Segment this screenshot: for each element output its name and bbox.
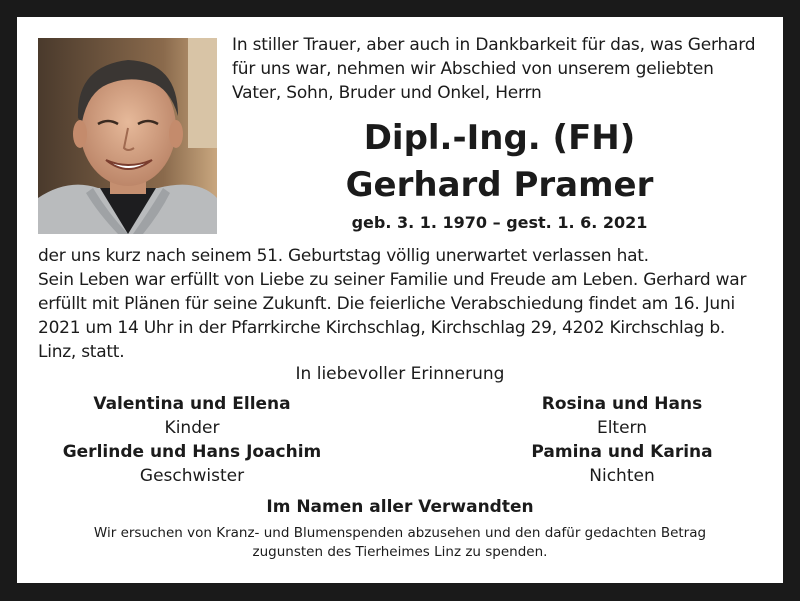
- relatives-line: Im Namen aller Verwandten: [266, 497, 534, 517]
- body-line: der uns kurz nach seinem 51. Geburtstag völlig unerwartet verlassen hat.: [38, 246, 649, 266]
- body-line: 2021 um 14 Uhr in der Pfarrkirche Kirchschlag, Kirchschlag 29, 4202 Kirchschlag b.: [38, 318, 726, 338]
- mourners-right: [457, 392, 787, 488]
- intro-text: [232, 33, 767, 105]
- obituary-card: [17, 17, 783, 583]
- mourner-role: Geschwister: [139, 466, 245, 486]
- mourners-left: [27, 392, 357, 488]
- mourner-role: Kinder: [164, 418, 220, 438]
- portrait-image: [38, 38, 217, 234]
- intro-line: Vater, Sohn, Bruder und Onkel, Herrn: [232, 83, 542, 103]
- mourner-name: Valentina und Ellena: [93, 394, 291, 414]
- academic-title: Dipl.-Ing. (FH): [363, 118, 636, 158]
- mourner-role: Nichten: [589, 466, 655, 486]
- footer-line: zugunsten des Tierheimes Linz zu spenden.: [252, 544, 548, 560]
- mourner-role: Eltern: [596, 418, 648, 438]
- footer-line: Wir ersuchen von Kranz- und Blumenspenden abzusehen und den dafür gedachten Betrag: [93, 525, 707, 541]
- intro-line: für uns war, nehmen wir Abschied von unserem geliebten: [232, 59, 714, 79]
- portrait-photo: [38, 38, 217, 234]
- body-line: Sein Leben war erfüllt von Liebe zu seiner Familie und Freude am Leben. Gerhard war: [38, 270, 747, 290]
- mourner-name: Pamina und Karina: [531, 442, 713, 462]
- mourner-name: Gerlinde und Hans Joachim: [62, 442, 322, 462]
- life-dates: geb. 3. 1. 1970 – gest. 1. 6. 2021: [351, 213, 648, 232]
- intro-line: In stiller Trauer, aber auch in Dankbarkeit für das, was Gerhard: [232, 35, 756, 55]
- memory-line: In liebevoller Erinnerung: [295, 364, 505, 384]
- footer-note: [17, 524, 783, 562]
- body-text: [38, 244, 773, 364]
- mourner-name: Rosina und Hans: [541, 394, 703, 414]
- body-line: erfüllt mit Plänen für seine Zukunft. Die feierliche Verabschiedung findet am 16. Juni: [38, 294, 735, 314]
- deceased-name: Gerhard Pramer: [345, 165, 654, 205]
- body-line: Linz, statt.: [38, 342, 125, 362]
